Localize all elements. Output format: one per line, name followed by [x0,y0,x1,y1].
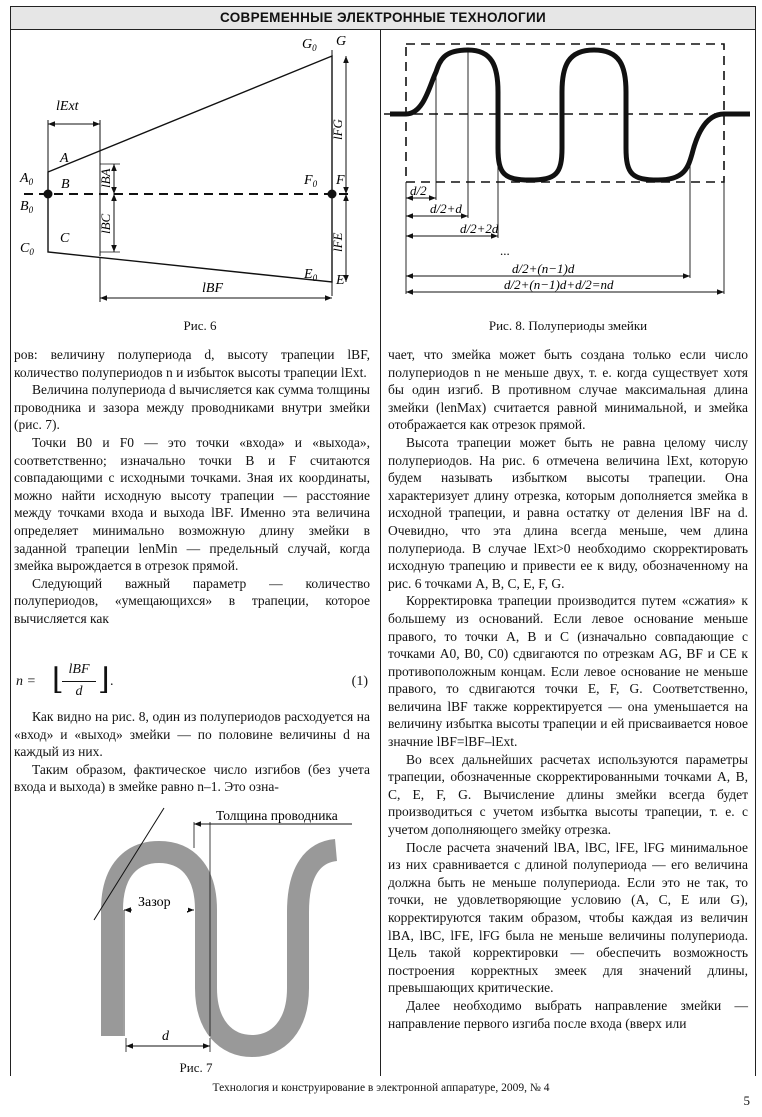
figure-6-caption: Рис. 6 [183,318,217,333]
paragraph: Таким образом, фактическое число изгибов (без учета входа и выхода) в змейке равно n–1. Это озна- [14,761,370,795]
svg-text:F0: $F_0$ [304,173,318,189]
paragraph: Как видно на рис. 8, один из полупериодов расходуется на «вход» и «выход» змейки — по половине величины d на каждый из них. [14,709,370,760]
svg-text:d/2+(n−1)d+d/2=nd: d/2+(n−1)d+d/2=nd [504,277,614,292]
figure-8-snake-halfperiods [384,32,752,304]
paragraph: Следующий важный параметр — количество полупериодов, «умещающихся» в трапеции, которое вычисляется как [14,575,370,626]
point-b0 [44,190,53,199]
svg-text:lFG: lFG [330,119,345,140]
figure-7-snake-gap [14,800,376,1062]
svg-text:G: G [336,34,347,49]
equation-1: n = ⌊ lBF d ⌋ . (1) [16,662,368,699]
label-lext: lExt [56,99,79,114]
svg-text:lBA: lBA [98,168,113,188]
paragraph: Высота трапеции может быть не равна целому числу полупериодов. На рис. 6 отмечена величина lExt, которую будем называть избытком высоты трапеции. Она характеризует длину отрезка, которым дополняется змейка в исходной трапеции, и равна остатку от деления lBF на d. Очевидно, что эта длина всегда меньше, чем длина полупериода. В случае lExt>0 необходимо скорректировать исходную трапецию и привести ее к виду, обозначенному на рис. 6 точками A, B, C, E, F, G. [388,434,748,591]
journal-footer: Технология и конструирование в электронной аппаратуре, 2009, № 4 [212,1082,550,1094]
svg-text:E0: $E_0$ [304,267,318,283]
right-column-text [388,346,748,1032]
left-column-text-bottom [14,708,370,796]
svg-text:Зазор: Зазор [138,895,171,910]
svg-text:lBC: lBC [98,213,113,234]
snake-thick [112,850,336,1046]
paragraph: Далее необходимо выбрать направление змейки — направление первого изгиба после входа (вверх или [388,997,748,1031]
svg-text:G0: $G_0$ [302,37,317,53]
page-number: 5 [743,1093,750,1108]
svg-text:d/2+(n−1)d: d/2+(n−1)d [512,261,575,276]
paragraph: ров: величину полупериода d, высоту трапеции lBF, количество полупериодов n и избыток высоты трапеции lExt. [14,347,370,380]
svg-text:A0: $A_0$ [20,171,34,187]
svg-text:lFE: lFE [330,232,345,252]
svg-text:Толщина проводника: Толщина проводника [216,808,338,823]
svg-text:B: B [61,177,70,192]
svg-text:E: E [336,273,345,288]
paragraph: чает, что змейка может быть создана только если число полупериодов n не меньше двух, т. е. когда существует хотя бы один изгиб. В противном случае максимальная длина змейки (lenMax) считается равной минимальной, и змейка отображается как отрезок прямой. [388,347,748,433]
paragraph: После расчета значений lBA, lBC, lFE, lFG минимальное из них сравнивается с длиной полупериода — его величина должна быть не меньше полупериода. Если это не так, то точки, не удовлетворяющие условию (A, C, E или G), корректируются таким образом, чтобы каждая из величин lBA, lBC, lFE, lFG была не меньше величины полупериода. Цель такой корректировки — обеспечить возможность построения корректных змеек для значений длины, превышающих критические. [388,839,748,996]
svg-text:...: ... [500,243,510,258]
svg-text:d/2: d/2 [410,183,427,198]
svg-text:A: A [60,151,69,166]
snake-line [390,50,750,180]
svg-text:B0: $B_0$ [20,199,34,215]
column-separator [380,30,381,1076]
figure-7-caption: Рис. 7 [179,1060,213,1075]
figure-8-caption: Рис. 8. Полупериоды змейки [488,318,648,333]
paragraph: Во всех дальнейших расчетах используются параметры трапеции, обозначенные скорректированными точками A, B, C, E, F, G. Вычисление длины змейки всегда будет производиться с учетом избытка высоты трапеции, т. е. с учетом дополняющего змейку отрезка. [388,751,748,838]
paragraph: Точки B0 и F0 — это точки «входа» и «выхода», соответственно; изначально точки B и F считаются совпадающими с исходными точками. Зная их координаты, можно найти исходную высоту трапеции — расстояние между точками входа и выхода lBF. Именно эта величина определяет минимально возможную длину змейки в заданной трапеции lenMin — предельный случай, когда змейка вырождается в отрезок прямой. [14,434,370,574]
left-column-text-top [14,346,370,628]
svg-text:d: d [162,1029,169,1044]
running-header: СОВРЕМЕННЫЕ ЭЛЕКТРОННЫЕ ТЕХНОЛОГИИ [10,6,756,30]
svg-text:lBF: lBF [202,281,223,296]
svg-text:F: F [336,173,345,188]
svg-text:C0: $C_0$ [20,241,34,257]
svg-text:d/2+d: d/2+d [430,201,462,216]
trapezoid-outline [48,56,332,282]
figure-6-trapezoid [14,30,376,330]
paragraph: Величина полупериода d вычисляется как сумма толщины проводника и зазора между проводниками внутри змейки (рис. 7). [14,382,370,433]
svg-text:d/2+2d: d/2+2d [460,221,499,236]
svg-text:C: C [60,231,70,246]
paragraph: Корректировка трапеции производится путем «сжатия» к большему из оснований. Если левое основание меньше правого, то точки A, B и C (изначально совпадающие с точками A0, B0, C0) сдвигаются по отрезкам AG, BF и CE к противоположным концам. Если левое основание не меньше правого, то сдвигаются точки E, F, G. Соответственно, величина lBF также корректируется — она уменьшается на величину избытка высоты трапеции и ей присваивается новое значние lBF=lBF–lExt. [388,593,748,750]
